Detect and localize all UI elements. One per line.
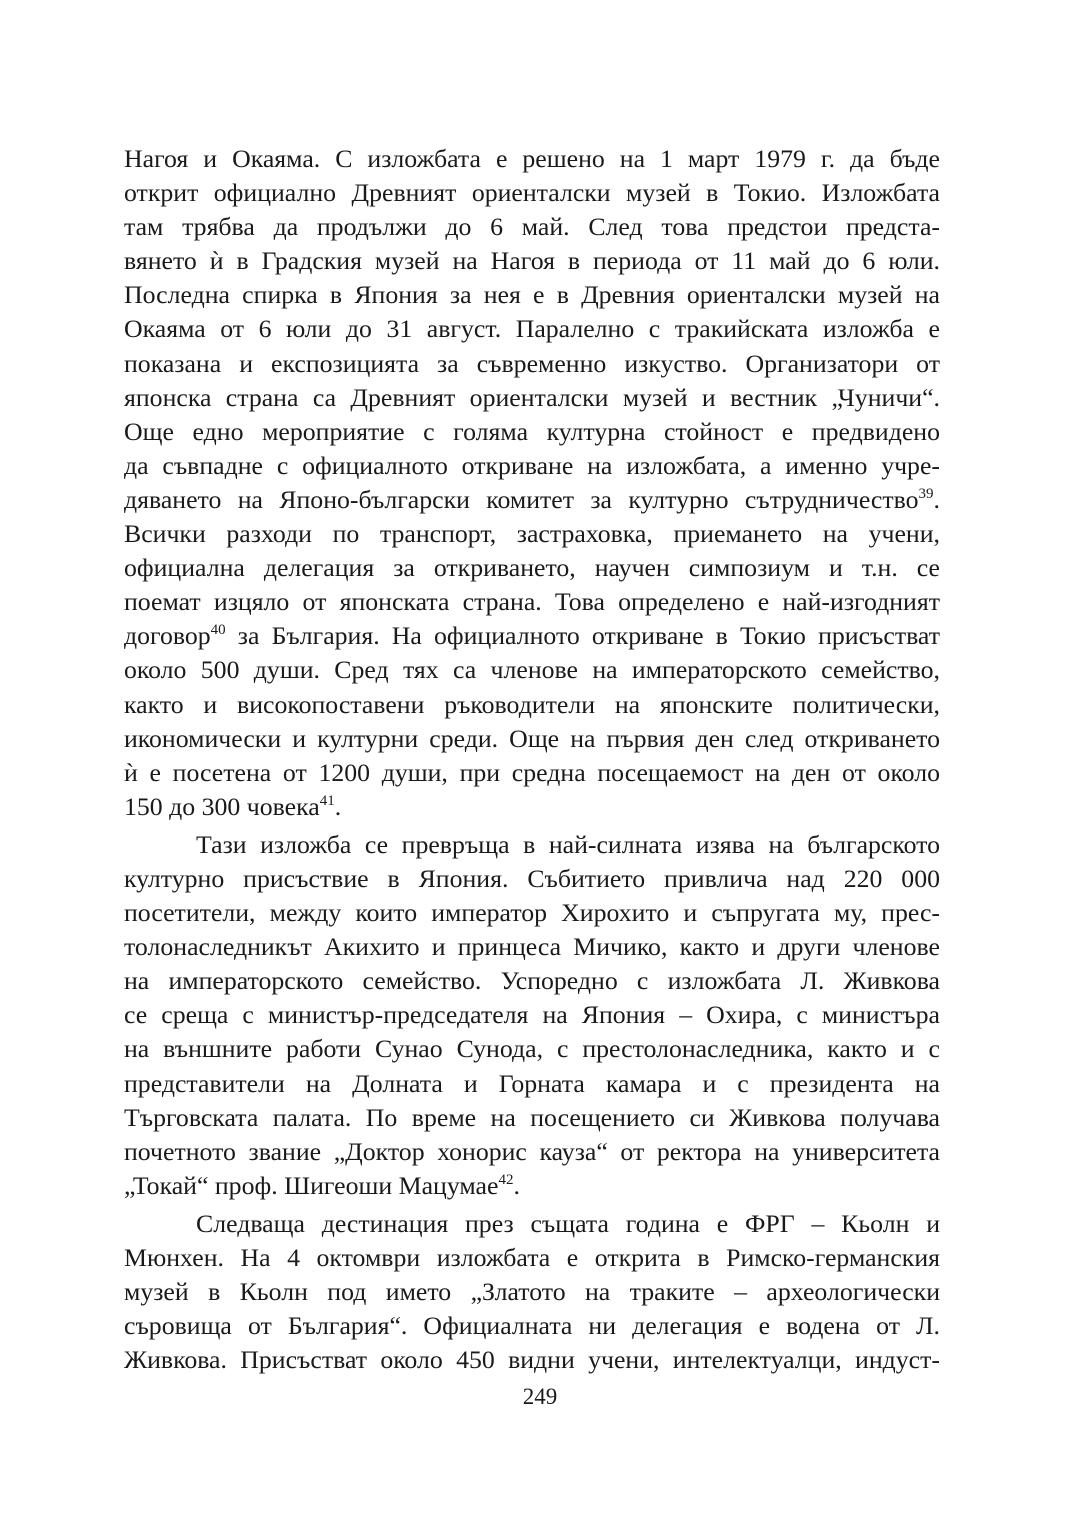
line-text-tail: . bbox=[334, 791, 342, 821]
text-line: както и високопоставени ръководители на японските политически, bbox=[124, 689, 940, 719]
line-text-tail: . bbox=[933, 484, 940, 514]
text-line: Следваща дестинация през същата година е ФРГ – Кьолн и bbox=[196, 1208, 940, 1238]
text-line: ѝ е посетена от 1200 души, при средна посещаемост на ден от около bbox=[124, 757, 940, 787]
page-body bbox=[124, 142, 940, 1377]
text-line bbox=[124, 790, 940, 824]
footnote-ref-41[interactable]: 41 bbox=[319, 792, 335, 809]
line-text-tail: . bbox=[513, 1170, 520, 1200]
text-line: Търговската палата. По време на посещението си Живкова получава bbox=[124, 1102, 940, 1132]
text-line: съровища от България“. Официалната ни делегация е водена от Л. bbox=[124, 1311, 940, 1341]
line-text: 150 до 300 човека bbox=[124, 791, 320, 821]
text-line: културно присъствие в Япония. Събитието привлича над 220 000 bbox=[124, 863, 940, 893]
text-line bbox=[124, 1169, 940, 1203]
text-line: посетители, между които император Хирохито и съпругата му, прес- bbox=[124, 898, 940, 928]
text-line: Всички разходи по транспорт, застраховка, приемането на учени, bbox=[124, 519, 940, 549]
text-line: толонаследникът Акихито и принцеса Мичико, както и други членове bbox=[124, 932, 940, 962]
text-line bbox=[124, 483, 940, 517]
footnote-ref-39[interactable]: 39 bbox=[918, 485, 934, 502]
text-line: на външните работи Сунао Сунода, с престолонаследника, както и с bbox=[124, 1034, 940, 1064]
text-line: да съвпадне с официалното откриване на изложбата, а именно учре- bbox=[124, 450, 940, 480]
text-line: вянето ѝ в Градския музей на Нагоя в периода от 11 май до 6 юли. bbox=[124, 246, 940, 276]
text-line: японска страна са Древният ориенталски музей и вестник „Чуничи“. bbox=[124, 382, 940, 412]
text-line: Последна спирка в Япония за нея е в Древния ориенталски музей на bbox=[124, 280, 940, 310]
text-line: почетното звание „Доктор хонорис кауза“ от ректора на университета bbox=[124, 1136, 940, 1166]
line-text: договор bbox=[124, 621, 211, 651]
paragraph bbox=[124, 828, 940, 1203]
page-number: 249 bbox=[522, 1384, 558, 1409]
text-line: Мюнхен. На 4 октомври изложбата е открита в Римско-германския bbox=[124, 1243, 940, 1272]
line-text-tail: за България. На официалното откриване в Токио присъстват bbox=[225, 621, 940, 651]
text-line: представители на Долната и Горната камара и с президента на bbox=[124, 1068, 940, 1098]
text-line: Още едно мероприятие с голяма културна стойност е предвидено bbox=[124, 416, 940, 446]
text-line: официална делегация за откриването, научен симпозиум и т.н. се bbox=[124, 553, 940, 583]
text-line: Живкова. Присъстват около 450 видни учени, интелектуалци, индуст- bbox=[124, 1345, 940, 1375]
footnote-ref-40[interactable]: 40 bbox=[210, 622, 226, 639]
text-line: на императорското семейство. Успоредно с изложбата Л. Живкова bbox=[124, 966, 940, 996]
text-line: икономически и културни среди. Още на първия ден след откриването bbox=[124, 723, 940, 753]
text-line: Нагоя и Окаяма. С изложбата е решено на 1 март 1979 г. да бъде bbox=[124, 144, 940, 173]
text-line: открит официално Древният ориенталски музей в Токио. Изложбата bbox=[124, 178, 940, 208]
text-line: поемат изцяло от японската страна. Това определено е най-изгодният bbox=[124, 587, 940, 617]
text-line: Окаяма от 6 юли до 31 август. Паралелно с тракийската изложба е bbox=[124, 314, 940, 344]
line-text: дяването на Японо-български комитет за културно сътрудничество bbox=[124, 484, 919, 514]
text-line bbox=[124, 619, 940, 653]
text-line: Тази изложба се превръща в най-силната изява на българското bbox=[196, 829, 940, 859]
footnote-ref-42[interactable]: 42 bbox=[498, 1171, 514, 1188]
text-line: там трябва да продължи до 6 май. След това предстои предста- bbox=[124, 212, 940, 242]
line-text: „Токай“ проф. Шигеоши Мацумае bbox=[124, 1170, 499, 1200]
text-line: около 500 души. Сред тях са членове на императорското семейство, bbox=[124, 655, 940, 685]
text-line: показана и експозицията за съвременно изкуство. Организатори от bbox=[124, 348, 940, 378]
paragraph bbox=[124, 1207, 940, 1377]
paragraph bbox=[124, 142, 940, 824]
text-line: се среща с министър-председателя на Япония – Охира, с министъра bbox=[124, 1000, 940, 1030]
text-line: музей в Кьолн под името „Златото на траките – археологически bbox=[124, 1277, 940, 1307]
